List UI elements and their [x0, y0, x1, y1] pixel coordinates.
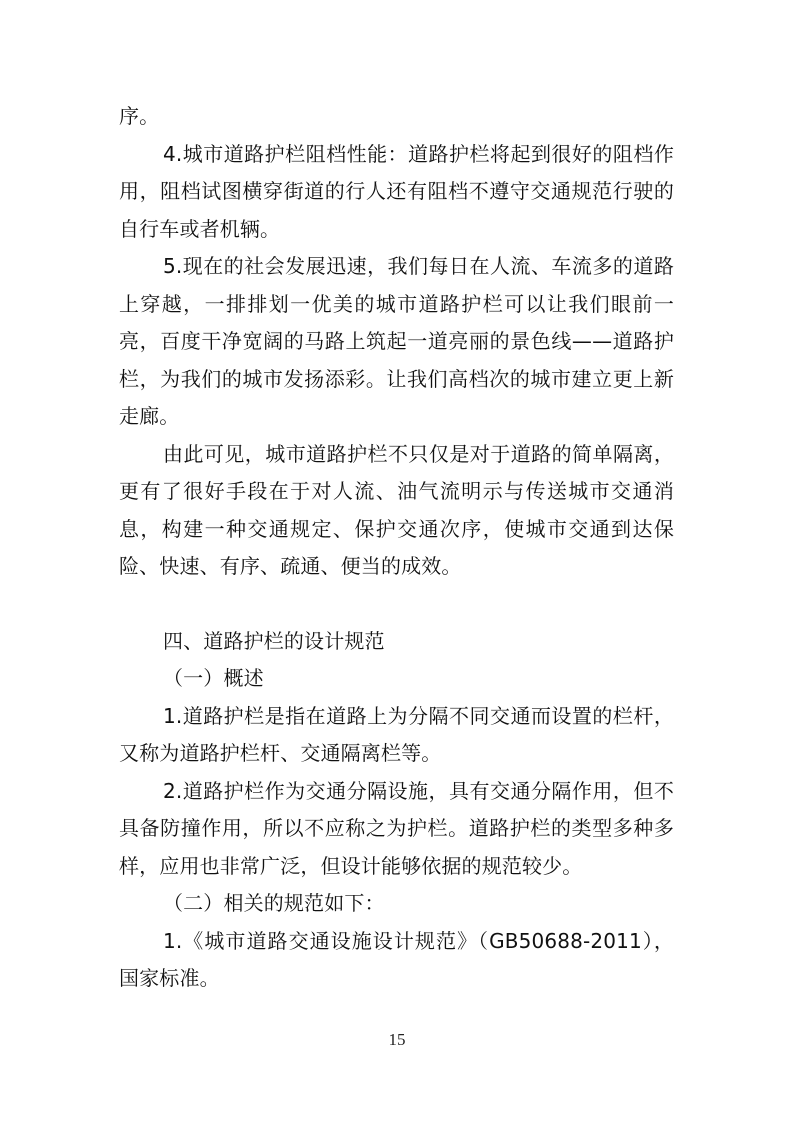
paragraph-continuation: 序。 [119, 104, 160, 128]
paragraph-item-5: 5.现在的社会发展迅速，我们每日在人流、车流多的道路上穿越，一排排划一优美的城市道路护栏可以让我们眼前一亮，百度干净宽阔的马路上筑起一道亮丽的景色线——道路护栏，为我们的城市发扬添彩。让我们高档次的城市建立更上新走廊。 [119, 254, 674, 428]
paragraph-overview-2: 2.道路护栏作为交通分隔设施，具有交通分隔作用，但不具备防撞作用，所以不应称之为护栏。道路护栏的类型多种多样，应用也非常广泛，但设计能够依据的规范较少。 [119, 778, 674, 878]
paragraph-conclusion: 由此可见，城市道路护栏不只仅是对于道路的简单隔离，更有了很好手段在于对人流、油气流明示与传送城市交通消息，构建一种交通规定、保护交通次序，使城市交通到达保险、快速、有序、疏通、便当的成效。 [119, 441, 674, 578]
subsection-heading-standards: （二）相关的规范如下： [163, 891, 385, 915]
page-body [119, 98, 674, 998]
subsection-heading-overview: （一）概述 [163, 666, 264, 690]
section-spacer [119, 586, 674, 623]
paragraph-standard-1: 1.《城市道路交通设施设计规范》（GB50688-2011），国家标准。 [119, 928, 674, 990]
paragraph-item-4: 4.城市道路护栏阻档性能：道路护栏将起到很好的阻档作用，阻档试图横穿街道的行人还有阻档不遵守交通规范行驶的自行车或者机辆。 [119, 141, 674, 241]
section-heading: 四、道路护栏的设计规范 [163, 628, 385, 653]
page-number: 15 [388, 1030, 406, 1049]
paragraph-overview-1: 1.道路护栏是指在道路上为分隔不同交通而设置的栏杆，又称为道路护栏杆、交通隔离栏等。 [119, 703, 674, 765]
